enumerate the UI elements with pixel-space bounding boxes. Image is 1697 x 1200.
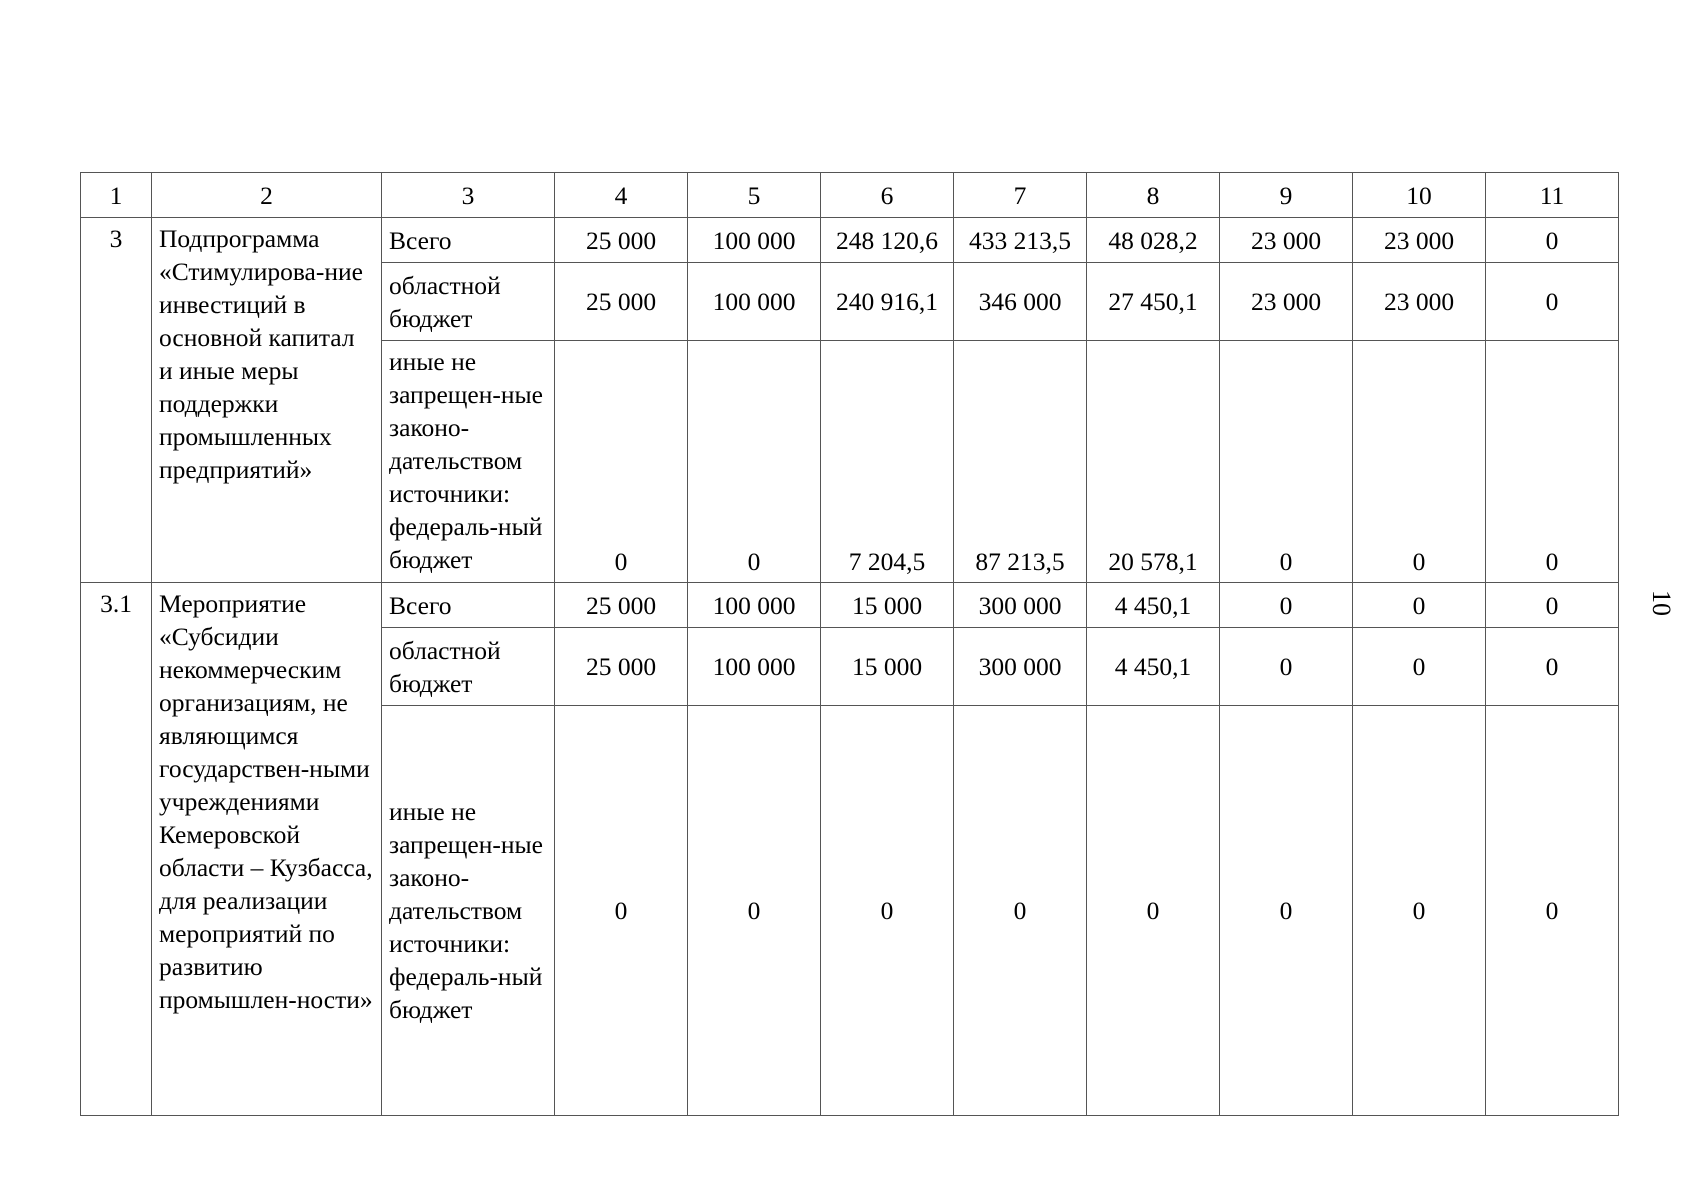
value-cell: 27 450,1 — [1087, 263, 1220, 341]
header-cell: 10 — [1353, 173, 1486, 218]
value-cell: 15 000 — [821, 628, 954, 706]
value-cell: 300 000 — [954, 583, 1087, 628]
value-cell: 0 — [1087, 706, 1220, 1116]
value-cell: 0 — [688, 706, 821, 1116]
item-name: Мероприятие «Субсидии некоммерческим организациям, не являющимся государствен-ными учреждениями Кемеровской области – Кузбасса, для реализации мероприятий по развитию промышлен-ности» — [152, 583, 382, 1116]
item-number: 3 — [81, 218, 152, 583]
value-cell: 0 — [1486, 583, 1619, 628]
value-cell: 100 000 — [688, 628, 821, 706]
value-cell: 15 000 — [821, 583, 954, 628]
value-cell: 23 000 — [1353, 218, 1486, 263]
item-name: Подпрограмма «Стимулирова-ние инвестиций в основной капитал и иные меры поддержки промышленных предприятий» — [152, 218, 382, 583]
value-cell: 0 — [1486, 341, 1619, 583]
value-cell: 0 — [1353, 706, 1486, 1116]
funding-source: иные не запрещен-ные законо-дательством источники: федераль-ный бюджет — [382, 706, 555, 1116]
value-cell: 7 204,5 — [821, 341, 954, 583]
value-cell: 0 — [555, 341, 688, 583]
value-cell: 0 — [688, 341, 821, 583]
value-cell: 248 120,6 — [821, 218, 954, 263]
value-cell: 0 — [555, 706, 688, 1116]
value-cell: 23 000 — [1220, 263, 1353, 341]
value-cell: 0 — [1353, 341, 1486, 583]
value-cell: 300 000 — [954, 628, 1087, 706]
value-cell: 48 028,2 — [1087, 218, 1220, 263]
value-cell: 240 916,1 — [821, 263, 954, 341]
funding-source: иные не запрещен-ные законо-дательством источники: федераль-ный бюджет — [382, 341, 555, 583]
header-cell: 5 — [688, 173, 821, 218]
value-cell: 25 000 — [555, 263, 688, 341]
funding-source: Всего — [382, 583, 555, 628]
funding-source: областной бюджет — [382, 628, 555, 706]
value-cell: 4 450,1 — [1087, 583, 1220, 628]
value-cell: 346 000 — [954, 263, 1087, 341]
value-cell: 0 — [1486, 628, 1619, 706]
value-cell: 20 578,1 — [1087, 341, 1220, 583]
value-cell: 0 — [1486, 263, 1619, 341]
value-cell: 100 000 — [688, 583, 821, 628]
header-row — [81, 173, 1619, 218]
value-cell: 433 213,5 — [954, 218, 1087, 263]
item-number: 3.1 — [81, 583, 152, 1116]
value-cell: 23 000 — [1353, 263, 1486, 341]
value-cell: 25 000 — [555, 218, 688, 263]
funding-source: Всего — [382, 218, 555, 263]
header-cell: 9 — [1220, 173, 1353, 218]
table-row-total — [81, 583, 1619, 628]
value-cell: 0 — [1486, 218, 1619, 263]
value-cell: 100 000 — [688, 263, 821, 341]
value-cell: 0 — [1353, 628, 1486, 706]
value-cell: 0 — [1220, 341, 1353, 583]
value-cell: 0 — [1353, 583, 1486, 628]
budget-table — [80, 172, 1619, 1116]
header-cell: 4 — [555, 173, 688, 218]
value-cell: 87 213,5 — [954, 341, 1087, 583]
header-cell: 7 — [954, 173, 1087, 218]
header-cell: 11 — [1486, 173, 1619, 218]
value-cell: 0 — [1220, 583, 1353, 628]
value-cell: 100 000 — [688, 218, 821, 263]
header-cell: 6 — [821, 173, 954, 218]
value-cell: 4 450,1 — [1087, 628, 1220, 706]
value-cell: 25 000 — [555, 583, 688, 628]
value-cell: 23 000 — [1220, 218, 1353, 263]
header-cell: 8 — [1087, 173, 1220, 218]
funding-source: областной бюджет — [382, 263, 555, 341]
header-cell: 2 — [152, 173, 382, 218]
value-cell: 0 — [1220, 706, 1353, 1116]
value-cell: 0 — [954, 706, 1087, 1116]
header-cell: 3 — [382, 173, 555, 218]
table-row-total — [81, 218, 1619, 263]
value-cell: 0 — [821, 706, 954, 1116]
value-cell: 0 — [1486, 706, 1619, 1116]
page-number: 10 — [1647, 590, 1676, 616]
value-cell: 0 — [1220, 628, 1353, 706]
value-cell: 25 000 — [555, 628, 688, 706]
header-cell: 1 — [81, 173, 152, 218]
